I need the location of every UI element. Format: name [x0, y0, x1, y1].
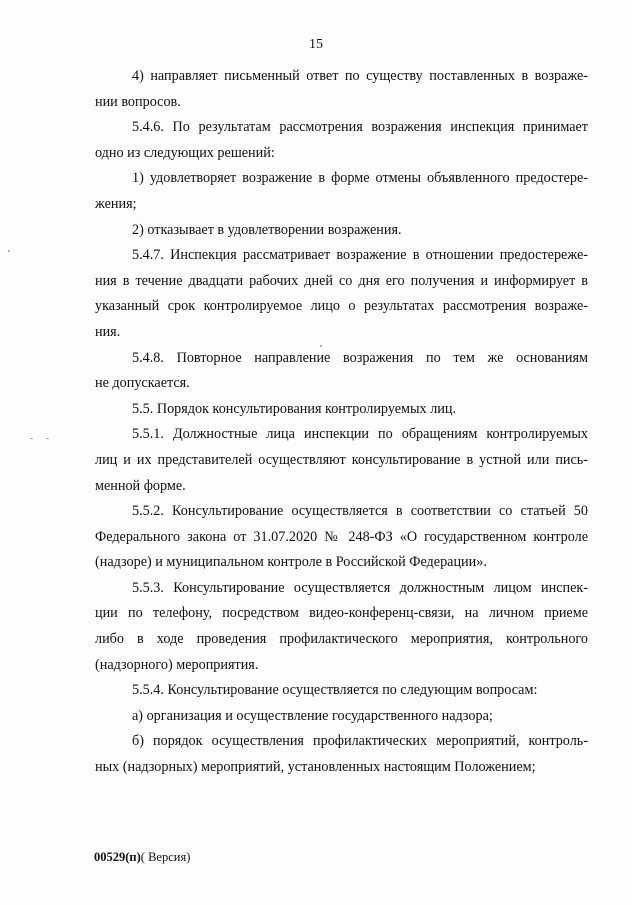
text-line: 5.4.7. Инспекция рассматривает возражение в отношении предостереже- [132, 247, 588, 264]
text-line: не допускается. [95, 375, 190, 392]
paragraph [95, 729, 588, 780]
paragraph [95, 218, 588, 244]
text-line: 5.5.4. Консультирование осуществляется по следующим вопросам: [132, 682, 538, 699]
text-line: 5.5. Порядок консультирования контролируемых лиц. [132, 400, 457, 417]
text-line: 5.5.2. Консультирование осуществляется в соответствии со статьей 50 [132, 503, 588, 520]
text-line: 5.4.6. По результатам рассмотрения возражения инспекция принимает [132, 119, 588, 136]
text-line: а) организация и осуществление государственного надзора; [132, 707, 493, 724]
text-line: ния в течение двадцати рабочих дней со дня его получения и информирует в [95, 272, 588, 289]
text-line: лиц и их представителей осуществляют консультирование в устной или пись- [95, 451, 588, 468]
text-line: 1) удовлетворяет возражение в форме отмены объявленного предостере- [132, 170, 588, 187]
text-line: ных (надзорных) мероприятий, установленных настоящим Положением; [95, 759, 536, 776]
scan-speck [46, 438, 49, 439]
text-line: 5.5.3. Консультирование осуществляется должностным лицом инспек- [132, 579, 588, 596]
text-line: (надзорного) мероприятия. [95, 656, 259, 673]
paragraph [95, 499, 588, 576]
scan-speck [8, 250, 10, 252]
paragraph [95, 115, 588, 166]
text-line: менной форме. [95, 477, 186, 494]
text-line: ния. [95, 323, 121, 340]
page-number: 15 [309, 37, 323, 52]
text-line: 4) направляет письменный ответ по существу поставленных в возраже- [132, 68, 588, 84]
paragraph [95, 64, 588, 115]
scan-speck [320, 345, 322, 347]
paragraph [95, 576, 588, 678]
text-line: 5.5.1. Должностные лица инспекции по обращениям контролируемых [132, 426, 588, 443]
text-line: нии вопросов. [95, 93, 181, 110]
paragraph [95, 346, 588, 397]
document-body [95, 64, 588, 781]
document-version-label: ( Версия) [140, 850, 191, 864]
text-line: Федерального закона от 31.07.2020 № 248-ФЗ «О государственном контроле [95, 528, 588, 545]
paragraph [95, 243, 588, 345]
paragraph [95, 704, 588, 730]
paragraph [95, 678, 588, 704]
text-line: б) порядок осуществления профилактических мероприятий, контроль- [132, 733, 588, 750]
text-line: либо в ходе проведения профилактического мероприятия, контрольного [95, 631, 588, 648]
text-line: указанный срок контролируемое лицо о результатах рассмотрения возраже- [95, 298, 588, 315]
text-line: одно из следующих решений: [95, 144, 275, 161]
text-line: ции по телефону, посредством видео-конференц-связи, на личном приеме [95, 605, 588, 622]
text-line: 2) отказывает в удовлетворении возражения. [132, 221, 402, 238]
text-line: жения; [95, 195, 137, 212]
document-code [94, 850, 190, 865]
paragraph [95, 397, 588, 423]
text-line: (надзоре) и муниципальном контроле в Российской Федерации». [95, 554, 487, 571]
paragraph [95, 166, 588, 217]
text-line: 5.4.8. Повторное направление возражения по тем же основаниям [132, 349, 588, 366]
paragraph [95, 422, 588, 499]
scan-speck [30, 438, 33, 439]
document-code-number: 00529(п) [94, 850, 141, 864]
